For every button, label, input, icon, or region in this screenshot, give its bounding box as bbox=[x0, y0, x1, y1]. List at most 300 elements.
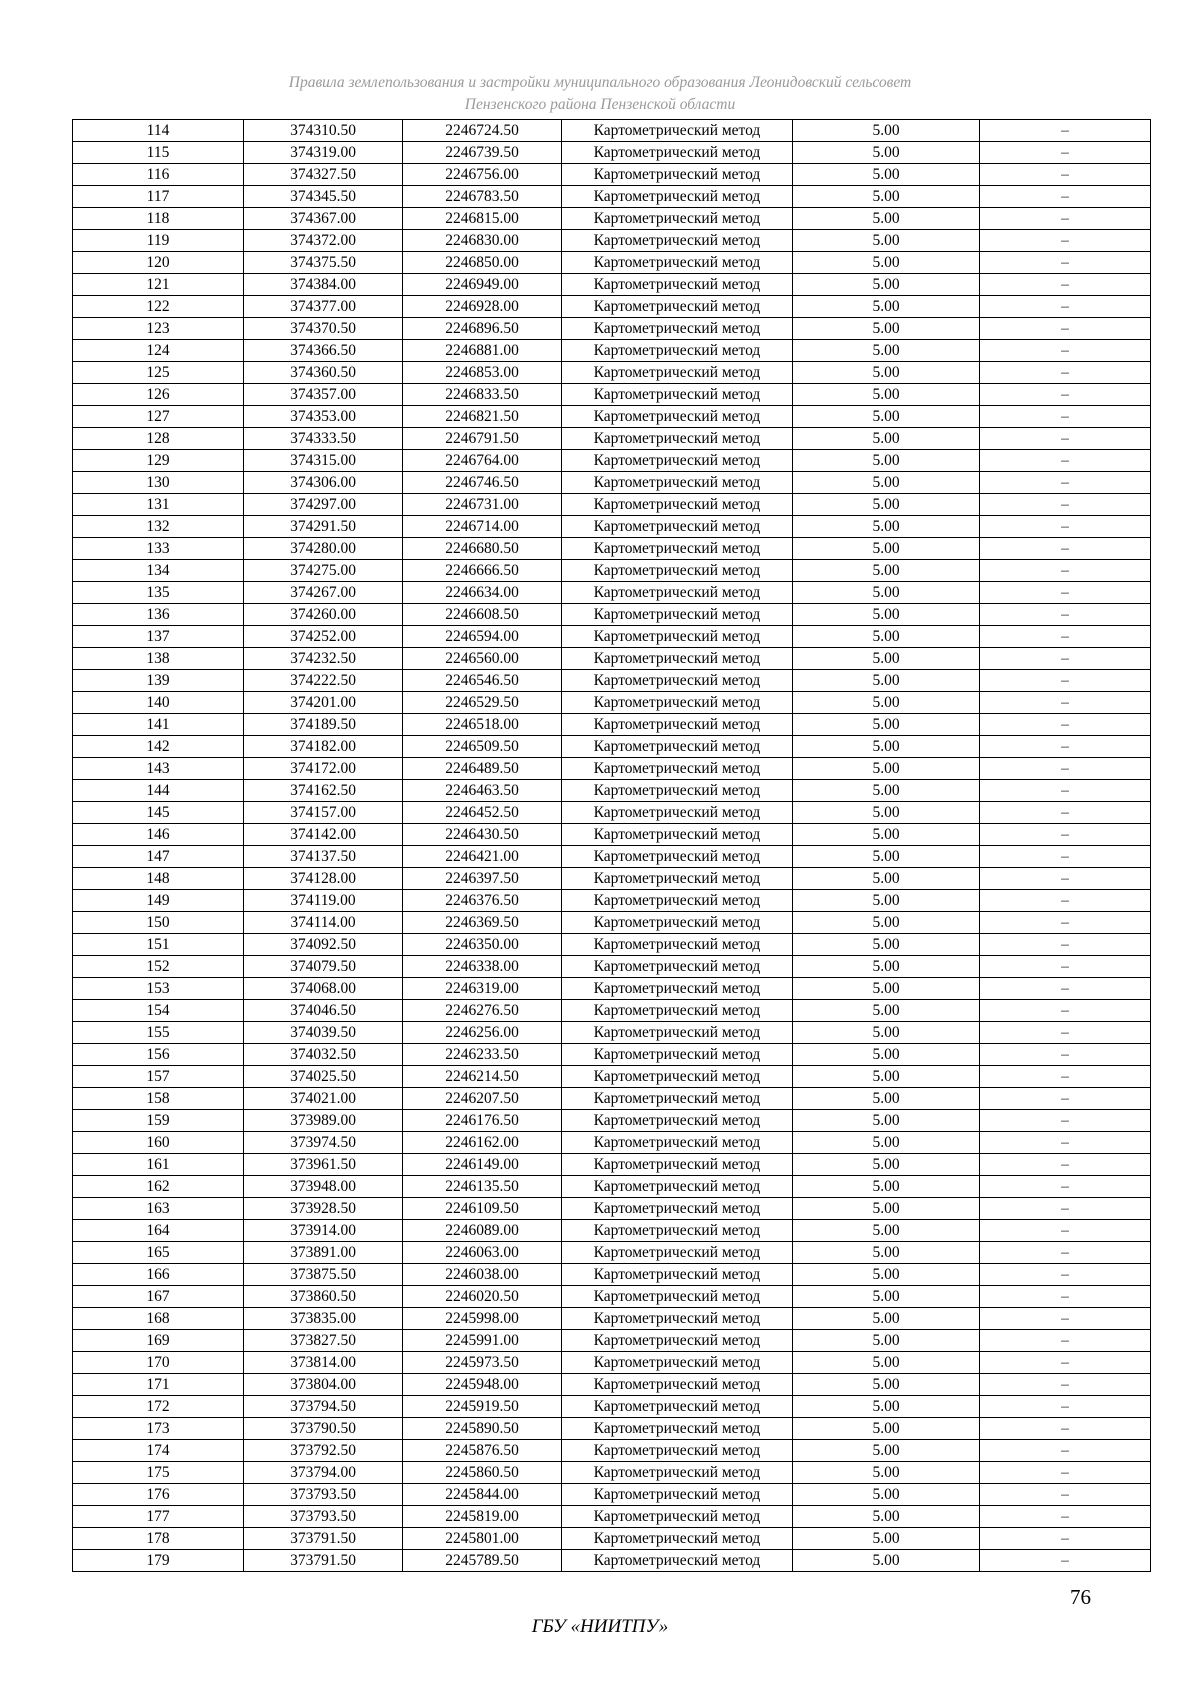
point-number-cell: 133 bbox=[73, 538, 244, 560]
table-row bbox=[73, 1264, 1151, 1286]
y-coordinate-cell: 2245819.00 bbox=[403, 1506, 562, 1528]
accuracy-cell: 5.00 bbox=[793, 780, 980, 802]
table-body bbox=[73, 120, 1151, 1572]
table-row bbox=[73, 472, 1151, 494]
point-number-cell: 137 bbox=[73, 626, 244, 648]
x-coordinate-cell: 374032.50 bbox=[244, 1044, 403, 1066]
accuracy-cell: 5.00 bbox=[793, 1264, 980, 1286]
x-coordinate-cell: 374377.00 bbox=[244, 296, 403, 318]
point-number-cell: 132 bbox=[73, 516, 244, 538]
method-cell: Картометрический метод bbox=[562, 780, 793, 802]
method-cell: Картометрический метод bbox=[562, 208, 793, 230]
table-row bbox=[73, 296, 1151, 318]
y-coordinate-cell: 2246949.00 bbox=[403, 274, 562, 296]
method-cell: Картометрический метод bbox=[562, 1374, 793, 1396]
note-cell: – bbox=[980, 1550, 1151, 1572]
accuracy-cell: 5.00 bbox=[793, 538, 980, 560]
y-coordinate-cell: 2246594.00 bbox=[403, 626, 562, 648]
point-number-cell: 116 bbox=[73, 164, 244, 186]
x-coordinate-cell: 374267.00 bbox=[244, 582, 403, 604]
point-number-cell: 169 bbox=[73, 1330, 244, 1352]
method-cell: Картометрический метод bbox=[562, 120, 793, 142]
accuracy-cell: 5.00 bbox=[793, 1132, 980, 1154]
x-coordinate-cell: 373989.00 bbox=[244, 1110, 403, 1132]
method-cell: Картометрический метод bbox=[562, 384, 793, 406]
point-number-cell: 135 bbox=[73, 582, 244, 604]
x-coordinate-cell: 374137.50 bbox=[244, 846, 403, 868]
point-number-cell: 163 bbox=[73, 1198, 244, 1220]
x-coordinate-cell: 374114.00 bbox=[244, 912, 403, 934]
method-cell: Картометрический метод bbox=[562, 736, 793, 758]
method-cell: Картометрический метод bbox=[562, 1154, 793, 1176]
accuracy-cell: 5.00 bbox=[793, 1088, 980, 1110]
note-cell: – bbox=[980, 406, 1151, 428]
accuracy-cell: 5.00 bbox=[793, 890, 980, 912]
accuracy-cell: 5.00 bbox=[793, 1308, 980, 1330]
method-cell: Картометрический метод bbox=[562, 1396, 793, 1418]
point-number-cell: 161 bbox=[73, 1154, 244, 1176]
method-cell: Картометрический метод bbox=[562, 516, 793, 538]
accuracy-cell: 5.00 bbox=[793, 1000, 980, 1022]
point-number-cell: 149 bbox=[73, 890, 244, 912]
method-cell: Картометрический метод bbox=[562, 494, 793, 516]
x-coordinate-cell: 373961.50 bbox=[244, 1154, 403, 1176]
point-number-cell: 130 bbox=[73, 472, 244, 494]
x-coordinate-cell: 374232.50 bbox=[244, 648, 403, 670]
y-coordinate-cell: 2246764.00 bbox=[403, 450, 562, 472]
x-coordinate-cell: 373791.50 bbox=[244, 1528, 403, 1550]
table-row bbox=[73, 978, 1151, 1000]
table-row bbox=[73, 252, 1151, 274]
y-coordinate-cell: 2246560.00 bbox=[403, 648, 562, 670]
method-cell: Картометрический метод bbox=[562, 362, 793, 384]
x-coordinate-cell: 374357.00 bbox=[244, 384, 403, 406]
point-number-cell: 124 bbox=[73, 340, 244, 362]
table-row bbox=[73, 582, 1151, 604]
point-number-cell: 148 bbox=[73, 868, 244, 890]
x-coordinate-cell: 374142.00 bbox=[244, 824, 403, 846]
point-number-cell: 172 bbox=[73, 1396, 244, 1418]
table-row bbox=[73, 824, 1151, 846]
table-row bbox=[73, 494, 1151, 516]
note-cell: – bbox=[980, 1198, 1151, 1220]
accuracy-cell: 5.00 bbox=[793, 142, 980, 164]
accuracy-cell: 5.00 bbox=[793, 692, 980, 714]
x-coordinate-cell: 373891.00 bbox=[244, 1242, 403, 1264]
note-cell: – bbox=[980, 802, 1151, 824]
method-cell: Картометрический метод bbox=[562, 230, 793, 252]
accuracy-cell: 5.00 bbox=[793, 164, 980, 186]
accuracy-cell: 5.00 bbox=[793, 934, 980, 956]
x-coordinate-cell: 374222.50 bbox=[244, 670, 403, 692]
y-coordinate-cell: 2246135.50 bbox=[403, 1176, 562, 1198]
note-cell: – bbox=[980, 1044, 1151, 1066]
note-cell: – bbox=[980, 1462, 1151, 1484]
table-row bbox=[73, 406, 1151, 428]
table-row bbox=[73, 1352, 1151, 1374]
y-coordinate-cell: 2245991.00 bbox=[403, 1330, 562, 1352]
note-cell: – bbox=[980, 846, 1151, 868]
point-number-cell: 114 bbox=[73, 120, 244, 142]
note-cell: – bbox=[980, 186, 1151, 208]
footer-organization: ГБУ «НИИТПУ» bbox=[531, 1616, 669, 1637]
table-row bbox=[73, 1132, 1151, 1154]
y-coordinate-cell: 2246020.50 bbox=[403, 1286, 562, 1308]
x-coordinate-cell: 374252.00 bbox=[244, 626, 403, 648]
note-cell: – bbox=[980, 1154, 1151, 1176]
method-cell: Картометрический метод bbox=[562, 1308, 793, 1330]
table-row bbox=[73, 1198, 1151, 1220]
accuracy-cell: 5.00 bbox=[793, 1374, 980, 1396]
note-cell: – bbox=[980, 1066, 1151, 1088]
y-coordinate-cell: 2245948.00 bbox=[403, 1374, 562, 1396]
x-coordinate-cell: 374119.00 bbox=[244, 890, 403, 912]
y-coordinate-cell: 2245860.50 bbox=[403, 1462, 562, 1484]
method-cell: Картометрический метод bbox=[562, 802, 793, 824]
note-cell: – bbox=[980, 1110, 1151, 1132]
x-coordinate-cell: 373974.50 bbox=[244, 1132, 403, 1154]
accuracy-cell: 5.00 bbox=[793, 1418, 980, 1440]
method-cell: Картометрический метод bbox=[562, 626, 793, 648]
method-cell: Картометрический метод bbox=[562, 604, 793, 626]
accuracy-cell: 5.00 bbox=[793, 296, 980, 318]
table-row bbox=[73, 890, 1151, 912]
note-cell: – bbox=[980, 1484, 1151, 1506]
table-row bbox=[73, 1220, 1151, 1242]
accuracy-cell: 5.00 bbox=[793, 978, 980, 1000]
point-number-cell: 144 bbox=[73, 780, 244, 802]
accuracy-cell: 5.00 bbox=[793, 1176, 980, 1198]
table-row bbox=[73, 1000, 1151, 1022]
x-coordinate-cell: 374297.00 bbox=[244, 494, 403, 516]
table-row bbox=[73, 1110, 1151, 1132]
x-coordinate-cell: 373792.50 bbox=[244, 1440, 403, 1462]
method-cell: Картометрический метод bbox=[562, 1176, 793, 1198]
table-row bbox=[73, 362, 1151, 384]
method-cell: Картометрический метод bbox=[562, 428, 793, 450]
point-number-cell: 140 bbox=[73, 692, 244, 714]
point-number-cell: 136 bbox=[73, 604, 244, 626]
x-coordinate-cell: 374370.50 bbox=[244, 318, 403, 340]
accuracy-cell: 5.00 bbox=[793, 802, 980, 824]
x-coordinate-cell: 374189.50 bbox=[244, 714, 403, 736]
note-cell: – bbox=[980, 1264, 1151, 1286]
accuracy-cell: 5.00 bbox=[793, 318, 980, 340]
table-row bbox=[73, 1066, 1151, 1088]
note-cell: – bbox=[980, 1132, 1151, 1154]
method-cell: Картометрический метод bbox=[562, 1066, 793, 1088]
method-cell: Картометрический метод bbox=[562, 274, 793, 296]
table-row bbox=[73, 1418, 1151, 1440]
accuracy-cell: 5.00 bbox=[793, 868, 980, 890]
y-coordinate-cell: 2245789.50 bbox=[403, 1550, 562, 1572]
note-cell: – bbox=[980, 758, 1151, 780]
x-coordinate-cell: 374079.50 bbox=[244, 956, 403, 978]
x-coordinate-cell: 374360.50 bbox=[244, 362, 403, 384]
accuracy-cell: 5.00 bbox=[793, 736, 980, 758]
page-number: 76 bbox=[1070, 1585, 1091, 1609]
note-cell: – bbox=[980, 120, 1151, 142]
y-coordinate-cell: 2246256.00 bbox=[403, 1022, 562, 1044]
method-cell: Картометрический метод bbox=[562, 186, 793, 208]
x-coordinate-cell: 373790.50 bbox=[244, 1418, 403, 1440]
accuracy-cell: 5.00 bbox=[793, 846, 980, 868]
y-coordinate-cell: 2246149.00 bbox=[403, 1154, 562, 1176]
y-coordinate-cell: 2246369.50 bbox=[403, 912, 562, 934]
note-cell: – bbox=[980, 1374, 1151, 1396]
accuracy-cell: 5.00 bbox=[793, 758, 980, 780]
note-cell: – bbox=[980, 1308, 1151, 1330]
table-row bbox=[73, 1374, 1151, 1396]
method-cell: Картометрический метод bbox=[562, 538, 793, 560]
y-coordinate-cell: 2246821.50 bbox=[403, 406, 562, 428]
accuracy-cell: 5.00 bbox=[793, 494, 980, 516]
accuracy-cell: 5.00 bbox=[793, 120, 980, 142]
x-coordinate-cell: 374260.00 bbox=[244, 604, 403, 626]
accuracy-cell: 5.00 bbox=[793, 1528, 980, 1550]
accuracy-cell: 5.00 bbox=[793, 406, 980, 428]
note-cell: – bbox=[980, 1396, 1151, 1418]
y-coordinate-cell: 2246214.50 bbox=[403, 1066, 562, 1088]
note-cell: – bbox=[980, 362, 1151, 384]
y-coordinate-cell: 2246815.00 bbox=[403, 208, 562, 230]
accuracy-cell: 5.00 bbox=[793, 604, 980, 626]
accuracy-cell: 5.00 bbox=[793, 1198, 980, 1220]
table-row bbox=[73, 230, 1151, 252]
x-coordinate-cell: 374333.50 bbox=[244, 428, 403, 450]
method-cell: Картометрический метод bbox=[562, 1352, 793, 1374]
y-coordinate-cell: 2246850.00 bbox=[403, 252, 562, 274]
x-coordinate-cell: 374375.50 bbox=[244, 252, 403, 274]
table-row bbox=[73, 714, 1151, 736]
x-coordinate-cell: 373794.50 bbox=[244, 1396, 403, 1418]
note-cell: – bbox=[980, 692, 1151, 714]
accuracy-cell: 5.00 bbox=[793, 1550, 980, 1572]
y-coordinate-cell: 2246176.50 bbox=[403, 1110, 562, 1132]
y-coordinate-cell: 2246338.00 bbox=[403, 956, 562, 978]
note-cell: – bbox=[980, 956, 1151, 978]
y-coordinate-cell: 2246452.50 bbox=[403, 802, 562, 824]
point-number-cell: 164 bbox=[73, 1220, 244, 1242]
x-coordinate-cell: 373860.50 bbox=[244, 1286, 403, 1308]
y-coordinate-cell: 2246463.50 bbox=[403, 780, 562, 802]
x-coordinate-cell: 374068.00 bbox=[244, 978, 403, 1000]
method-cell: Картометрический метод bbox=[562, 1330, 793, 1352]
accuracy-cell: 5.00 bbox=[793, 824, 980, 846]
point-number-cell: 115 bbox=[73, 142, 244, 164]
accuracy-cell: 5.00 bbox=[793, 516, 980, 538]
y-coordinate-cell: 2246509.50 bbox=[403, 736, 562, 758]
method-cell: Картометрический метод bbox=[562, 868, 793, 890]
point-number-cell: 147 bbox=[73, 846, 244, 868]
method-cell: Картометрический метод bbox=[562, 692, 793, 714]
accuracy-cell: 5.00 bbox=[793, 1154, 980, 1176]
y-coordinate-cell: 2246546.50 bbox=[403, 670, 562, 692]
method-cell: Картометрический метод bbox=[562, 1242, 793, 1264]
point-number-cell: 159 bbox=[73, 1110, 244, 1132]
point-number-cell: 168 bbox=[73, 1308, 244, 1330]
x-coordinate-cell: 374310.50 bbox=[244, 120, 403, 142]
point-number-cell: 127 bbox=[73, 406, 244, 428]
accuracy-cell: 5.00 bbox=[793, 956, 980, 978]
table-row bbox=[73, 1154, 1151, 1176]
document-header bbox=[0, 72, 1200, 116]
note-cell: – bbox=[980, 626, 1151, 648]
y-coordinate-cell: 2246783.50 bbox=[403, 186, 562, 208]
y-coordinate-cell: 2245801.00 bbox=[403, 1528, 562, 1550]
note-cell: – bbox=[980, 1022, 1151, 1044]
note-cell: – bbox=[980, 648, 1151, 670]
table-row bbox=[73, 560, 1151, 582]
method-cell: Картометрический метод bbox=[562, 1550, 793, 1572]
x-coordinate-cell: 373827.50 bbox=[244, 1330, 403, 1352]
point-number-cell: 171 bbox=[73, 1374, 244, 1396]
note-cell: – bbox=[980, 1528, 1151, 1550]
accuracy-cell: 5.00 bbox=[793, 1330, 980, 1352]
y-coordinate-cell: 2246853.00 bbox=[403, 362, 562, 384]
y-coordinate-cell: 2246319.00 bbox=[403, 978, 562, 1000]
x-coordinate-cell: 374291.50 bbox=[244, 516, 403, 538]
x-coordinate-cell: 374039.50 bbox=[244, 1022, 403, 1044]
table-row bbox=[73, 802, 1151, 824]
point-number-cell: 160 bbox=[73, 1132, 244, 1154]
point-number-cell: 123 bbox=[73, 318, 244, 340]
table-row bbox=[73, 1506, 1151, 1528]
x-coordinate-cell: 374092.50 bbox=[244, 934, 403, 956]
table-row bbox=[73, 1484, 1151, 1506]
method-cell: Картометрический метод bbox=[562, 252, 793, 274]
note-cell: – bbox=[980, 736, 1151, 758]
y-coordinate-cell: 2246724.50 bbox=[403, 120, 562, 142]
table-row bbox=[73, 868, 1151, 890]
x-coordinate-cell: 373914.00 bbox=[244, 1220, 403, 1242]
x-coordinate-cell: 374275.00 bbox=[244, 560, 403, 582]
point-number-cell: 139 bbox=[73, 670, 244, 692]
accuracy-cell: 5.00 bbox=[793, 1242, 980, 1264]
x-coordinate-cell: 373948.00 bbox=[244, 1176, 403, 1198]
y-coordinate-cell: 2245876.50 bbox=[403, 1440, 562, 1462]
note-cell: – bbox=[980, 824, 1151, 846]
method-cell: Картометрический метод bbox=[562, 582, 793, 604]
accuracy-cell: 5.00 bbox=[793, 1110, 980, 1132]
note-cell: – bbox=[980, 252, 1151, 274]
y-coordinate-cell: 2246063.00 bbox=[403, 1242, 562, 1264]
note-cell: – bbox=[980, 1176, 1151, 1198]
table-row bbox=[73, 912, 1151, 934]
accuracy-cell: 5.00 bbox=[793, 428, 980, 450]
method-cell: Картометрический метод bbox=[562, 1418, 793, 1440]
x-coordinate-cell: 374280.00 bbox=[244, 538, 403, 560]
method-cell: Картометрический метод bbox=[562, 1220, 793, 1242]
x-coordinate-cell: 373875.50 bbox=[244, 1264, 403, 1286]
note-cell: – bbox=[980, 780, 1151, 802]
note-cell: – bbox=[980, 912, 1151, 934]
y-coordinate-cell: 2246038.00 bbox=[403, 1264, 562, 1286]
point-number-cell: 121 bbox=[73, 274, 244, 296]
table-row bbox=[73, 186, 1151, 208]
point-number-cell: 142 bbox=[73, 736, 244, 758]
table-row bbox=[73, 780, 1151, 802]
method-cell: Картометрический метод bbox=[562, 824, 793, 846]
note-cell: – bbox=[980, 1000, 1151, 1022]
y-coordinate-cell: 2246680.50 bbox=[403, 538, 562, 560]
table-row bbox=[73, 1242, 1151, 1264]
note-cell: – bbox=[980, 670, 1151, 692]
method-cell: Картометрический метод bbox=[562, 1044, 793, 1066]
table-row bbox=[73, 516, 1151, 538]
y-coordinate-cell: 2246714.00 bbox=[403, 516, 562, 538]
table-row bbox=[73, 318, 1151, 340]
x-coordinate-cell: 374172.00 bbox=[244, 758, 403, 780]
y-coordinate-cell: 2246276.50 bbox=[403, 1000, 562, 1022]
x-coordinate-cell: 374353.00 bbox=[244, 406, 403, 428]
y-coordinate-cell: 2246634.00 bbox=[403, 582, 562, 604]
method-cell: Картометрический метод bbox=[562, 318, 793, 340]
method-cell: Картометрический метод bbox=[562, 296, 793, 318]
note-cell: – bbox=[980, 450, 1151, 472]
method-cell: Картометрический метод bbox=[562, 846, 793, 868]
accuracy-cell: 5.00 bbox=[793, 472, 980, 494]
note-cell: – bbox=[980, 1352, 1151, 1374]
accuracy-cell: 5.00 bbox=[793, 1022, 980, 1044]
note-cell: – bbox=[980, 934, 1151, 956]
method-cell: Картометрический метод bbox=[562, 1286, 793, 1308]
accuracy-cell: 5.00 bbox=[793, 1440, 980, 1462]
y-coordinate-cell: 2246397.50 bbox=[403, 868, 562, 890]
accuracy-cell: 5.00 bbox=[793, 560, 980, 582]
y-coordinate-cell: 2245998.00 bbox=[403, 1308, 562, 1330]
point-number-cell: 146 bbox=[73, 824, 244, 846]
y-coordinate-cell: 2246529.50 bbox=[403, 692, 562, 714]
method-cell: Картометрический метод bbox=[562, 1132, 793, 1154]
note-cell: – bbox=[980, 318, 1151, 340]
table-row bbox=[73, 164, 1151, 186]
y-coordinate-cell: 2246833.50 bbox=[403, 384, 562, 406]
y-coordinate-cell: 2245890.50 bbox=[403, 1418, 562, 1440]
note-cell: – bbox=[980, 1220, 1151, 1242]
method-cell: Картометрический метод bbox=[562, 1022, 793, 1044]
note-cell: – bbox=[980, 978, 1151, 1000]
y-coordinate-cell: 2246350.00 bbox=[403, 934, 562, 956]
accuracy-cell: 5.00 bbox=[793, 274, 980, 296]
point-number-cell: 153 bbox=[73, 978, 244, 1000]
table-row bbox=[73, 1462, 1151, 1484]
accuracy-cell: 5.00 bbox=[793, 1506, 980, 1528]
accuracy-cell: 5.00 bbox=[793, 714, 980, 736]
table-row bbox=[73, 1440, 1151, 1462]
table-row bbox=[73, 1088, 1151, 1110]
table-row bbox=[73, 758, 1151, 780]
point-number-cell: 155 bbox=[73, 1022, 244, 1044]
accuracy-cell: 5.00 bbox=[793, 1462, 980, 1484]
point-number-cell: 120 bbox=[73, 252, 244, 274]
point-number-cell: 176 bbox=[73, 1484, 244, 1506]
accuracy-cell: 5.00 bbox=[793, 670, 980, 692]
method-cell: Картометрический метод bbox=[562, 1088, 793, 1110]
point-number-cell: 178 bbox=[73, 1528, 244, 1550]
accuracy-cell: 5.00 bbox=[793, 582, 980, 604]
point-number-cell: 138 bbox=[73, 648, 244, 670]
accuracy-cell: 5.00 bbox=[793, 1484, 980, 1506]
method-cell: Картометрический метод bbox=[562, 934, 793, 956]
method-cell: Картометрический метод bbox=[562, 164, 793, 186]
note-cell: – bbox=[980, 472, 1151, 494]
point-number-cell: 165 bbox=[73, 1242, 244, 1264]
table-row bbox=[73, 956, 1151, 978]
point-number-cell: 125 bbox=[73, 362, 244, 384]
accuracy-cell: 5.00 bbox=[793, 1044, 980, 1066]
x-coordinate-cell: 373928.50 bbox=[244, 1198, 403, 1220]
